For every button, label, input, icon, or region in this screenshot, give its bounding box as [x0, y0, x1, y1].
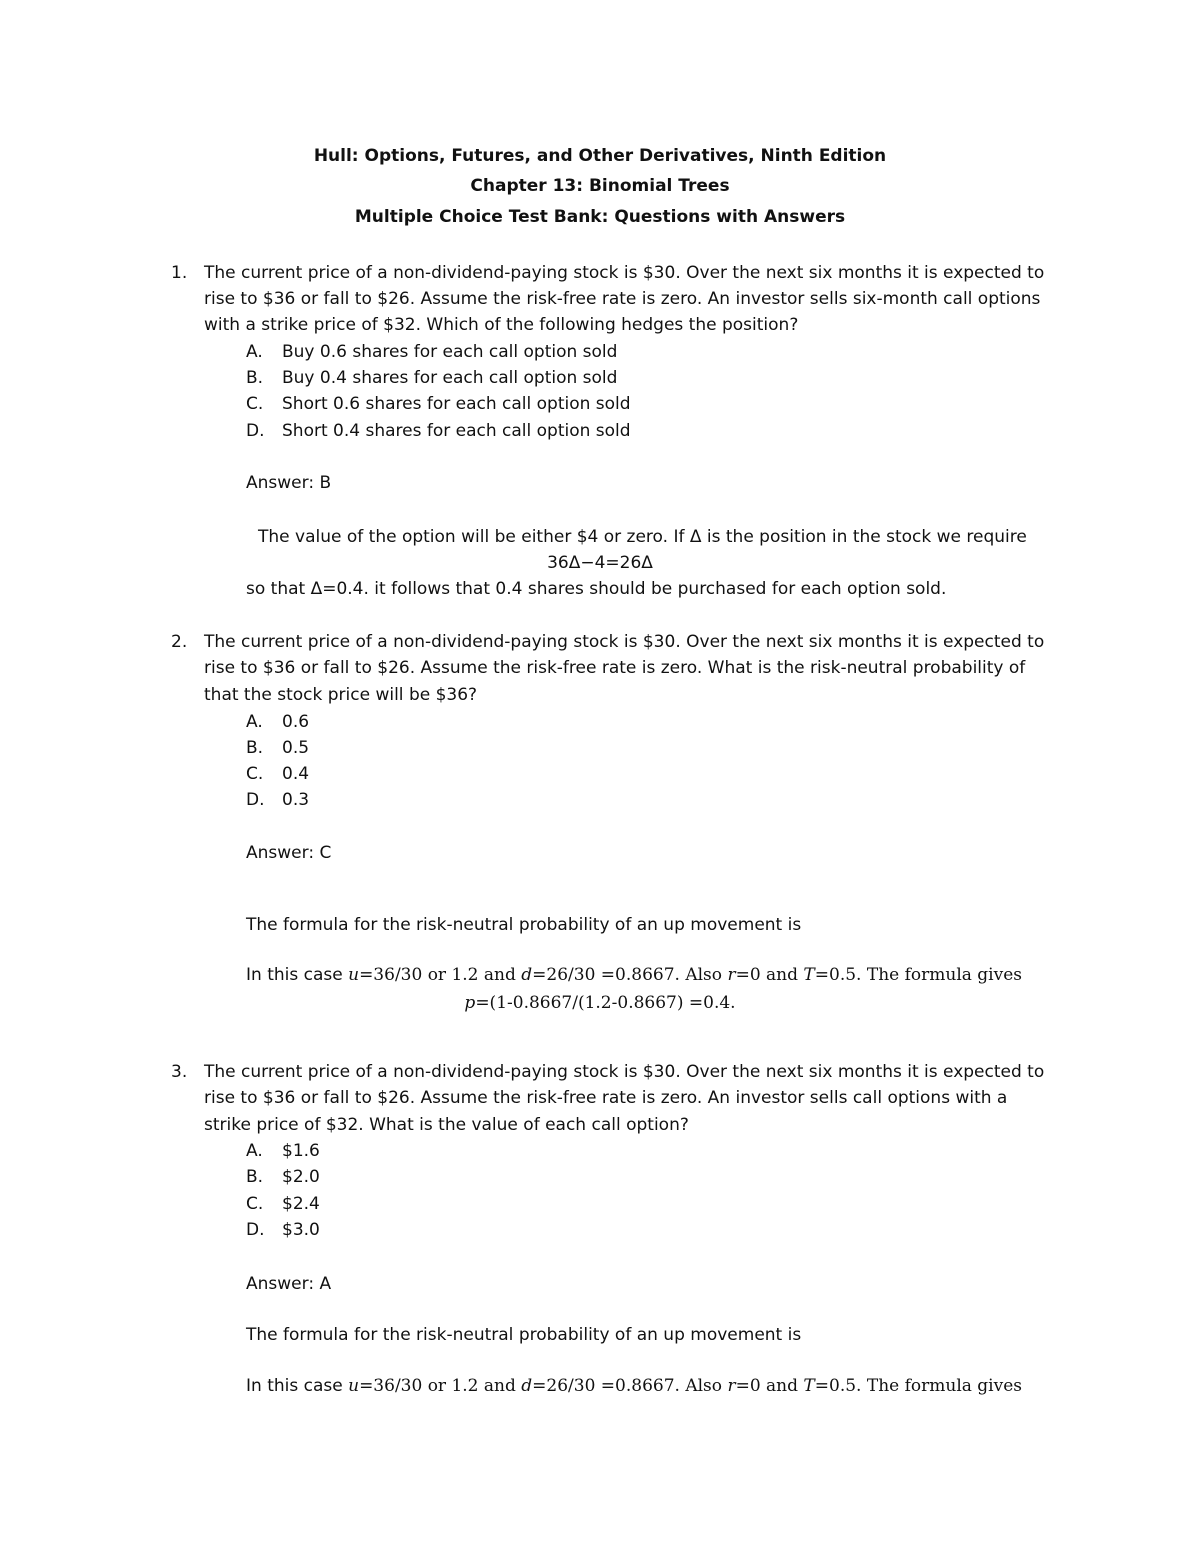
option-text: 0.3 [282, 790, 310, 810]
question-stem-line: The current price of a non-dividend-paying stock is $30. Over the next six months it is expected to [204, 1062, 1045, 1082]
option-letter: B. [246, 368, 264, 388]
option-letter: A. [246, 1141, 263, 1161]
option-text: 0.5 [282, 738, 310, 758]
option-letter: D. [246, 790, 265, 810]
answer-label: Answer: B [246, 473, 332, 493]
question-stem-line: The current price of a non-dividend-paying stock is $30. Over the next six months it is expected to [204, 632, 1045, 652]
text-run: =26/30 =0.8667. Also [532, 965, 728, 985]
text-run: =0.5. The formula gives [814, 965, 1023, 985]
text-run: =36/30 or 1.2 and [359, 965, 522, 985]
variable-p: p [464, 993, 476, 1013]
question-stem-line: The current price of a non-dividend-paying stock is $30. Over the next six months it is expected to [204, 263, 1045, 283]
question-number: 1. [171, 263, 188, 283]
option-text: Short 0.4 shares for each call option sold [282, 421, 631, 441]
text-run: =0.5. The formula gives [814, 1376, 1023, 1396]
question-stem-line: rise to $36 or fall to $26. Assume the risk-free rate is zero. An investor sells six-month call options [204, 289, 1041, 309]
text-run: =0 and [735, 1376, 804, 1396]
option-text: $2.4 [282, 1194, 320, 1214]
option-text: $1.6 [282, 1141, 320, 1161]
option-letter: A. [246, 712, 263, 732]
explanation-line: The formula for the risk-neutral probability of an up movement is [246, 915, 802, 935]
text-run: =0 and [735, 965, 804, 985]
chapter-title: Chapter 13: Binomial Trees [470, 176, 730, 196]
document-subtitle: Multiple Choice Test Bank: Questions with Answers [354, 207, 846, 227]
question-number: 3. [171, 1062, 188, 1082]
answer-label: Answer: A [246, 1274, 332, 1294]
answer-label: Answer: C [246, 843, 332, 863]
option-letter: B. [246, 1167, 264, 1187]
option-letter: A. [246, 342, 263, 362]
text-run: =(1-0.8667/(1.2-0.8667) =0.4. [475, 993, 736, 1013]
document-title: Hull: Options, Futures, and Other Derivatives, Ninth Edition [313, 146, 887, 166]
explanation-line [246, 962, 1022, 988]
option-text: 0.4 [282, 764, 310, 784]
question-stem-line: strike price of $32. What is the value of each call option? [204, 1115, 689, 1135]
explanation-line: The formula for the risk-neutral probability of an up movement is [246, 1325, 802, 1345]
question-number: 2. [171, 632, 188, 652]
option-text: Buy 0.4 shares for each call option sold [282, 368, 618, 388]
variable-t: T [803, 965, 815, 985]
explanation-line [246, 1373, 1022, 1399]
text-run: =26/30 =0.8667. Also [532, 1376, 728, 1396]
option-letter: B. [246, 738, 264, 758]
option-letter: C. [246, 1194, 264, 1214]
variable-r: r [727, 1376, 736, 1396]
variable-u: u [348, 1376, 360, 1396]
explanation-line: so that Δ=0.4. it follows that 0.4 shares should be purchased for each option sold. [246, 579, 947, 599]
variable-u: u [348, 965, 360, 985]
option-text: Buy 0.6 shares for each call option sold [282, 342, 618, 362]
question-stem-line: that the stock price will be $36? [204, 685, 478, 705]
text-run: =36/30 or 1.2 and [359, 1376, 522, 1396]
option-text: Short 0.6 shares for each call option sold [282, 394, 631, 414]
question-stem-line: rise to $36 or fall to $26. Assume the risk-free rate is zero. What is the risk-neutral probability of [204, 658, 1026, 678]
equation [0, 990, 1200, 1016]
explanation-line: The value of the option will be either $4 or zero. If Δ is the position in the stock we require [258, 527, 1027, 547]
equation: 36Δ−4=26Δ [547, 553, 653, 573]
option-text: $3.0 [282, 1220, 320, 1240]
option-text: $2.0 [282, 1167, 320, 1187]
variable-r: r [727, 965, 736, 985]
variable-t: T [803, 1376, 815, 1396]
option-letter: D. [246, 1220, 265, 1240]
text-run: In this case [246, 1376, 349, 1396]
variable-d: d [521, 1376, 533, 1396]
question-stem-line: with a strike price of $32. Which of the following hedges the position? [204, 315, 799, 335]
option-letter: D. [246, 421, 265, 441]
option-letter: C. [246, 394, 264, 414]
option-letter: C. [246, 764, 264, 784]
variable-d: d [521, 965, 533, 985]
question-stem-line: rise to $36 or fall to $26. Assume the risk-free rate is zero. An investor sells call options with a [204, 1088, 1008, 1108]
option-text: 0.6 [282, 712, 310, 732]
text-run: In this case [246, 965, 349, 985]
